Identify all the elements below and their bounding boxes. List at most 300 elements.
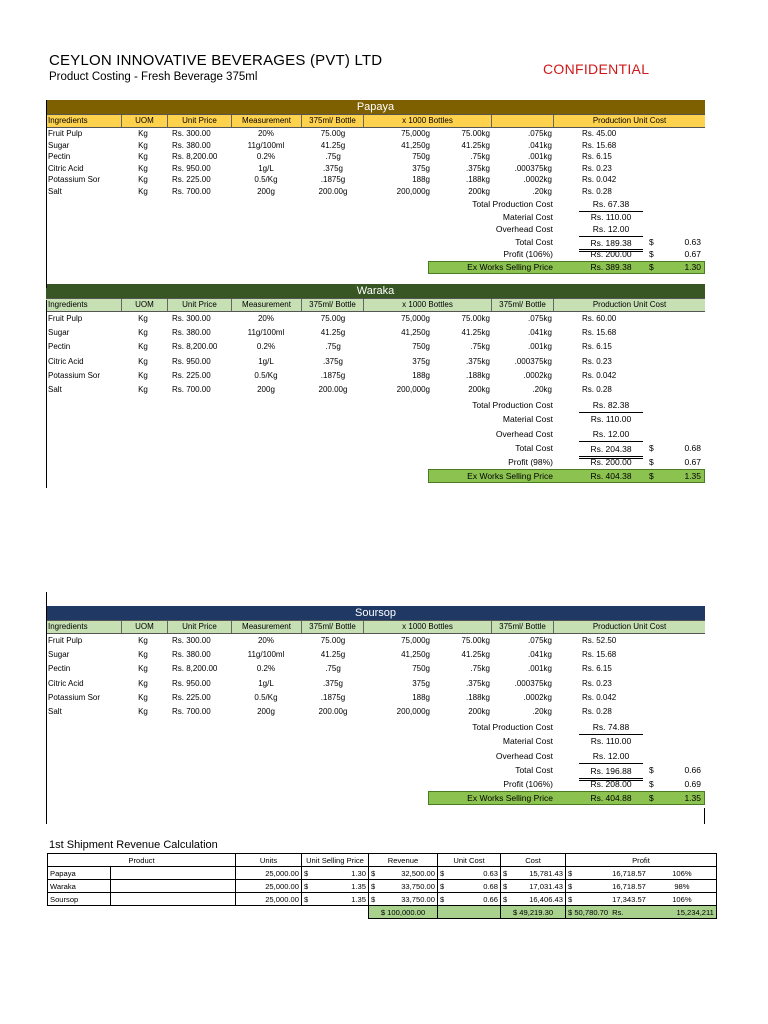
rev-usp-cur: $	[302, 880, 315, 893]
rev-profit-cur: $	[566, 867, 611, 880]
cell-price: Rs. 700.00	[172, 707, 211, 716]
rev-revenue: 32,500.00	[381, 867, 438, 880]
col-unit-price: Unit Price	[168, 621, 232, 633]
revenue-row	[48, 867, 717, 880]
cell-k2: .188kg	[465, 175, 490, 184]
cell-ing: Potassium Sor	[48, 175, 101, 184]
cell-kg: .0002kg	[523, 692, 552, 702]
total-cost-usd: 0.63	[684, 236, 701, 247]
product-band: Waraka	[46, 284, 705, 298]
overhead-cost-line	[46, 223, 705, 236]
ingredient-row	[46, 340, 705, 354]
col-measurement: Measurement	[232, 621, 302, 633]
cell-uom: Kg	[138, 692, 148, 702]
cell-ing: Citric Acid	[48, 356, 84, 366]
cell-price: Rs. 950.00	[172, 678, 211, 688]
left-rule-3	[46, 592, 47, 824]
rev-unit-cost: 0.68	[450, 880, 501, 893]
cell-k1: 41,250g	[401, 140, 430, 150]
cell-ing: Citric Acid	[48, 163, 84, 173]
cell-k1: 750g	[412, 664, 430, 674]
rev-total-blank	[48, 906, 111, 919]
overhead-cost-label: Overhead Cost	[495, 224, 553, 235]
col-per-bottle-2: 375ml/ Bottle	[492, 299, 554, 311]
cell-bottle: .375g	[322, 678, 344, 688]
rev-total-revenue: $ 100,000.00	[369, 906, 438, 919]
overhead-cost-label: Overhead Cost	[495, 428, 553, 439]
cell-puc: Rs. 15.68	[582, 328, 617, 338]
col-x1000: x 1000 Bottles	[364, 299, 492, 311]
cell-uom: Kg	[138, 385, 148, 394]
cell-ing: Fruit Pulp	[48, 129, 83, 138]
ingredient-row	[46, 383, 705, 397]
cell-kg: .0002kg	[523, 175, 552, 184]
cell-puc: Rs. 0.042	[582, 175, 617, 184]
page-subtitle: Product Costing - Fresh Beverage 375ml	[49, 71, 258, 83]
cell-bottle: 200.00g	[318, 186, 348, 196]
col-x1000: x 1000 Bottles	[364, 621, 492, 633]
cell-k1: 200,000g	[396, 707, 430, 716]
rev-rev-cur: $	[369, 867, 382, 880]
col-ingredients: Ingredients	[46, 621, 122, 633]
cell-ing: Potassium Sor	[48, 692, 101, 702]
cell-meas: 20%	[257, 129, 274, 138]
cell-k2: 41.25kg	[461, 140, 490, 150]
rev-total-profit: $ 50,780.70	[566, 906, 611, 919]
profit-usd: 0.67	[684, 457, 701, 467]
ingredient-row	[46, 691, 705, 705]
ingredient-row	[46, 369, 705, 383]
cell-k1: 75,000g	[401, 636, 430, 645]
cell-k2: 75.00kg	[461, 129, 490, 138]
cell-kg: .000375kg	[514, 678, 552, 688]
total-production-label: Total Production Cost	[472, 400, 553, 411]
ingredient-row	[46, 648, 705, 662]
revenue-row	[48, 880, 717, 893]
cell-ing: Fruit Pulp	[48, 314, 83, 323]
rev-cost-cur: $	[501, 880, 512, 893]
total-production-value: Rs. 67.38	[579, 198, 643, 212]
col-per-bottle: 375ml/ Bottle	[302, 621, 364, 633]
material-cost-value: Rs. 110.00	[590, 414, 632, 425]
cell-k2: .75kg	[470, 342, 490, 352]
total-cost-label: Total Cost	[515, 442, 553, 453]
cell-price: Rs. 380.00	[172, 650, 211, 660]
total-cost-line	[46, 236, 705, 249]
overhead-cost-value: Rs. 12.00	[579, 223, 643, 237]
col-uom: UOM	[122, 621, 168, 633]
ingredient-row	[46, 151, 705, 163]
cell-bottle: 41.25g	[320, 650, 346, 660]
overhead-cost-line	[46, 427, 705, 441]
cell-kg: .20kg	[532, 186, 552, 196]
cell-ing: Sugar	[48, 328, 70, 338]
ingredient-row	[46, 312, 705, 326]
rev-product: Papaya	[48, 867, 111, 880]
rev-product: Soursop	[48, 893, 111, 906]
total-cost-value: Rs. 204.38	[579, 441, 643, 459]
ex-works-price-usd: 1.35	[684, 471, 701, 482]
total-cost-value: Rs. 189.38	[579, 236, 643, 253]
cell-price: Rs. 300.00	[172, 129, 211, 138]
material-cost-value: Rs. 110.00	[590, 736, 632, 747]
cell-puc: Rs. 0.23	[582, 678, 612, 688]
rev-blank	[111, 867, 236, 880]
cell-puc: Rs. 15.68	[582, 650, 617, 660]
rev-usp-cur: $	[302, 893, 315, 906]
cell-uom: Kg	[138, 707, 148, 716]
ingredient-row	[46, 163, 705, 175]
total-cost-value: Rs. 196.88	[579, 763, 643, 781]
rev-cost: 16,406.43	[511, 893, 566, 906]
cell-k1: 200,000g	[396, 385, 430, 394]
company-title: CEYLON INNOVATIVE BEVERAGES (PVT) LTD	[49, 52, 383, 69]
rev-units: 25,000.00	[236, 893, 302, 906]
cell-price: Rs. 8,200.00	[172, 342, 218, 352]
profit-label: Profit (106%)	[503, 779, 553, 789]
cell-kg: .041kg	[527, 650, 552, 660]
rev-profit-cur: $	[566, 893, 611, 906]
rev-product: Waraka	[48, 880, 111, 893]
revenue-total-row	[48, 906, 717, 919]
cell-k1: 375g	[412, 356, 430, 366]
col-uom: UOM	[122, 115, 168, 127]
cell-k1: 188g	[412, 175, 430, 184]
cell-meas: 0.5/Kg	[254, 175, 278, 184]
rev-h-product: Product	[48, 854, 236, 867]
rev-rs-total: 15,234,211	[648, 906, 717, 919]
cell-puc: Rs. 6.15	[582, 664, 612, 674]
rev-usp: 1.35	[314, 893, 369, 906]
ingredient-row	[46, 128, 705, 140]
cell-puc: Rs. 0.23	[582, 356, 612, 366]
cell-bottle: 41.25g	[320, 328, 346, 338]
cell-meas: 1g/L	[258, 163, 274, 173]
col-ingredients: Ingredients	[46, 115, 122, 127]
cell-k2: 200kg	[468, 707, 490, 716]
cell-k2: 41.25kg	[461, 650, 490, 660]
cell-bottle: 75.00g	[320, 314, 346, 323]
material-cost-label: Material Cost	[502, 211, 553, 222]
cell-k2: .75kg	[470, 152, 490, 161]
column-header	[46, 620, 705, 634]
cell-kg: .001kg	[527, 664, 552, 674]
rev-rev-cur: $	[369, 880, 382, 893]
rev-unit-cost: 0.63	[450, 867, 501, 880]
cell-kg: .001kg	[527, 342, 552, 352]
cell-bottle: .75g	[325, 664, 341, 674]
cell-k2: 200kg	[468, 385, 490, 394]
cell-ing: Sugar	[48, 140, 70, 150]
cell-bottle: .375g	[322, 163, 344, 173]
cell-meas: 200g	[257, 385, 275, 394]
cell-puc: Rs. 0.23	[582, 163, 612, 173]
cell-ing: Citric Acid	[48, 678, 84, 688]
col-unit-price: Unit Price	[168, 299, 232, 311]
profit-value: Rs. 200.00	[579, 248, 643, 262]
cell-price: Rs. 8,200.00	[172, 152, 218, 161]
cell-ing: Potassium Sor	[48, 370, 101, 380]
ingredient-row	[46, 634, 705, 648]
rev-rs-label: Rs.	[610, 906, 648, 919]
ex-works-price-line	[46, 791, 705, 805]
cell-bottle: 200.00g	[318, 385, 348, 394]
rev-h-usp: Unit Selling Price	[302, 854, 369, 867]
confidential-label: CONFIDENTIAL	[543, 61, 650, 77]
cell-meas: 0.5/Kg	[254, 692, 278, 702]
rev-profit: 17,343.57	[612, 894, 646, 904]
rev-usp-cur: $	[302, 867, 315, 880]
cell-kg: .001kg	[527, 152, 552, 161]
ingredient-row	[46, 662, 705, 676]
rev-uc-cur: $	[438, 893, 451, 906]
rev-h-units: Units	[236, 854, 302, 867]
product-sheet-waraka	[46, 284, 705, 482]
col-per-bottle-2	[492, 115, 554, 127]
cell-uom: Kg	[138, 356, 148, 366]
cell-bottle: .1875g	[320, 370, 346, 380]
usd-symbol: $	[649, 262, 654, 272]
cell-bottle: .75g	[325, 342, 341, 352]
usd-symbol: $	[649, 236, 654, 247]
cell-bottle: 75.00g	[320, 129, 346, 138]
total-cost-line	[46, 441, 705, 455]
total-production-line	[46, 720, 705, 734]
cell-bottle: 200.00g	[318, 707, 348, 716]
ingredient-row	[46, 705, 705, 719]
profit-line	[46, 455, 705, 469]
col-per-bottle: 375ml/ Bottle	[302, 299, 364, 311]
cell-k1: 750g	[412, 152, 430, 161]
col-production-unit-cost: Production Unit Cost	[592, 622, 667, 631]
cell-k2: 75.00kg	[461, 636, 490, 645]
col-production-unit-cost: Production Unit Cost	[592, 116, 667, 125]
cell-bottle: .75g	[325, 152, 341, 161]
rev-blank	[111, 880, 236, 893]
cell-kg: .000375kg	[514, 163, 552, 173]
cell-meas: 0.2%	[256, 342, 276, 352]
product-sheet-papaya	[46, 100, 705, 272]
cell-k2: 75.00kg	[461, 314, 490, 323]
cell-k2: 41.25kg	[461, 328, 490, 338]
cell-meas: 11g/100ml	[247, 140, 285, 150]
total-cost-label: Total Cost	[515, 236, 553, 247]
cell-k1: 200,000g	[396, 186, 430, 196]
cell-k2: .375kg	[465, 678, 490, 688]
rev-revenue: 33,750.00	[381, 880, 438, 893]
cell-k1: 75,000g	[401, 314, 430, 323]
cell-bottle: .375g	[322, 356, 344, 366]
rev-total-gap	[438, 906, 501, 919]
revenue-table	[47, 853, 717, 919]
cell-meas: 20%	[257, 314, 274, 323]
rev-units: 25,000.00	[236, 880, 302, 893]
cell-uom: Kg	[138, 129, 148, 138]
cell-meas: 200g	[257, 707, 275, 716]
rev-uc-cur: $	[438, 867, 451, 880]
cell-k1: 75,000g	[401, 129, 430, 138]
cell-meas: 200g	[257, 186, 275, 196]
cell-price: Rs. 700.00	[172, 385, 211, 394]
cell-meas: 1g/L	[258, 678, 274, 688]
cell-uom: Kg	[138, 678, 148, 688]
cell-k2: .188kg	[465, 370, 490, 380]
cell-uom: Kg	[138, 140, 148, 150]
cell-puc: Rs. 52.50	[582, 636, 617, 645]
cell-uom: Kg	[138, 186, 148, 196]
rev-revenue: 33,750.00	[381, 893, 438, 906]
cell-meas: 0.2%	[256, 664, 276, 674]
rev-h-revenue: Revenue	[369, 854, 438, 867]
cell-k1: 750g	[412, 342, 430, 352]
material-cost-line	[46, 211, 705, 224]
overhead-cost-label: Overhead Cost	[495, 750, 553, 761]
profit-line	[46, 248, 705, 261]
rev-unit-cost: 0.66	[450, 893, 501, 906]
cell-puc: Rs. 0.042	[582, 692, 617, 702]
cell-price: Rs. 380.00	[172, 140, 211, 150]
cell-ing: Pectin	[48, 664, 71, 674]
rev-total-blank	[236, 906, 302, 919]
cell-k2: .75kg	[470, 664, 490, 674]
product-sheet-soursop	[46, 606, 705, 804]
cell-bottle: .1875g	[320, 692, 346, 702]
rev-blank	[111, 893, 236, 906]
cell-uom: Kg	[138, 342, 148, 352]
col-per-bottle: 375ml/ Bottle	[302, 115, 364, 127]
overhead-cost-value: Rs. 12.00	[579, 427, 643, 442]
cell-k2: .375kg	[465, 163, 490, 173]
cell-puc: Rs. 45.00	[582, 129, 617, 138]
cell-bottle: 75.00g	[320, 636, 346, 645]
cell-kg: .000375kg	[514, 356, 552, 366]
revenue-row	[48, 893, 717, 906]
profit-usd: 0.69	[684, 779, 701, 789]
cell-price: Rs. 225.00	[172, 175, 211, 184]
cell-kg: .075kg	[527, 129, 552, 138]
ex-works-price-usd: 1.30	[684, 262, 701, 272]
col-unit-price: Unit Price	[168, 115, 232, 127]
cell-meas: 0.5/Kg	[254, 370, 278, 380]
cell-meas: 11g/100ml	[247, 650, 285, 660]
left-rule-2	[46, 300, 47, 488]
total-production-line	[46, 198, 705, 211]
cell-price: Rs. 225.00	[172, 692, 211, 702]
ex-works-price-line	[46, 469, 705, 483]
revenue-header-row	[48, 854, 717, 867]
cell-uom: Kg	[138, 328, 148, 338]
rev-pct: 98%	[648, 880, 717, 893]
profit-usd: 0.67	[684, 249, 701, 260]
cell-kg: .20kg	[532, 707, 552, 716]
cell-puc: Rs. 6.15	[582, 342, 612, 352]
cell-meas: 1g/L	[258, 356, 274, 366]
col-production-unit-cost: Production Unit Cost	[592, 300, 667, 309]
col-x1000: x 1000 Bottles	[364, 115, 492, 127]
profit-value: Rs. 200.00	[579, 455, 643, 470]
cell-k1: 41,250g	[401, 650, 430, 660]
cell-uom: Kg	[138, 163, 148, 173]
cell-ing: Salt	[48, 385, 62, 394]
rev-h-unit-cost: Unit Cost	[438, 854, 501, 867]
usd-symbol: $	[649, 793, 654, 804]
cell-meas: 0.2%	[256, 152, 276, 161]
ingredient-row	[46, 677, 705, 691]
ingredient-row	[46, 140, 705, 152]
total-production-line	[46, 398, 705, 412]
cell-kg: .041kg	[527, 140, 552, 150]
rev-cost-cur: $	[501, 867, 512, 880]
col-measurement: Measurement	[232, 299, 302, 311]
cell-puc: Rs. 6.15	[582, 152, 612, 161]
rev-h-cost: Cost	[501, 854, 566, 867]
ex-works-price-usd: 1.35	[684, 793, 701, 804]
profit-label: Profit (98%)	[508, 457, 553, 467]
cell-k2: .375kg	[465, 356, 490, 366]
product-band: Soursop	[46, 606, 705, 620]
cell-price: Rs. 950.00	[172, 356, 211, 366]
column-header	[46, 114, 705, 128]
total-cost-usd: 0.66	[684, 764, 701, 775]
cell-k1: 375g	[412, 678, 430, 688]
ex-works-price-label: Ex Works Selling Price	[467, 793, 553, 804]
cell-ing: Salt	[48, 707, 62, 716]
col-uom: UOM	[122, 299, 168, 311]
rev-rev-cur: $	[369, 893, 382, 906]
cell-price: Rs. 700.00	[172, 186, 211, 196]
cell-puc: Rs. 0.28	[582, 385, 612, 394]
revenue-title: 1st Shipment Revenue Calculation	[49, 839, 218, 851]
right-rule-3	[704, 808, 705, 824]
cell-ing: Pectin	[48, 342, 71, 352]
col-per-bottle-2: 375ml/ Bottle	[492, 621, 554, 633]
ingredient-row	[46, 186, 705, 198]
cell-price: Rs. 950.00	[172, 163, 211, 173]
rev-cost: 15,781.43	[511, 867, 566, 880]
cell-uom: Kg	[138, 152, 148, 161]
cell-uom: Kg	[138, 636, 148, 645]
rev-usp: 1.30	[314, 867, 369, 880]
rev-total-blank	[314, 906, 369, 919]
cell-k2: .188kg	[465, 692, 490, 702]
profit-value: Rs. 208.00	[579, 777, 643, 792]
ex-works-price-label: Ex Works Selling Price	[467, 471, 553, 482]
cell-ing: Sugar	[48, 650, 70, 660]
material-cost-value: Rs. 110.00	[590, 211, 632, 222]
cell-ing: Pectin	[48, 152, 71, 161]
ex-works-price-value: Rs. 389.38	[590, 262, 632, 272]
rev-cost: 17,031.43	[511, 880, 566, 893]
profit-label: Profit (106%)	[503, 249, 553, 260]
cell-kg: .20kg	[532, 385, 552, 394]
rev-profit-cur: $	[566, 880, 611, 893]
cell-puc: Rs. 0.042	[582, 370, 617, 380]
ingredient-row	[46, 326, 705, 340]
cell-kg: .041kg	[527, 328, 552, 338]
rev-pct: 106%	[648, 867, 717, 880]
ingredient-row	[46, 174, 705, 186]
ex-works-price-value: Rs. 404.88	[590, 793, 632, 804]
total-cost-label: Total Cost	[515, 764, 553, 775]
product-band: Papaya	[46, 100, 705, 114]
total-cost-line	[46, 763, 705, 777]
usd-symbol: $	[649, 442, 654, 453]
cell-puc: Rs. 15.68	[582, 140, 617, 150]
cell-uom: Kg	[138, 370, 148, 380]
rev-profit: 16,718.57	[612, 868, 646, 878]
cell-meas: 20%	[257, 636, 274, 645]
cell-price: Rs. 300.00	[172, 636, 211, 645]
